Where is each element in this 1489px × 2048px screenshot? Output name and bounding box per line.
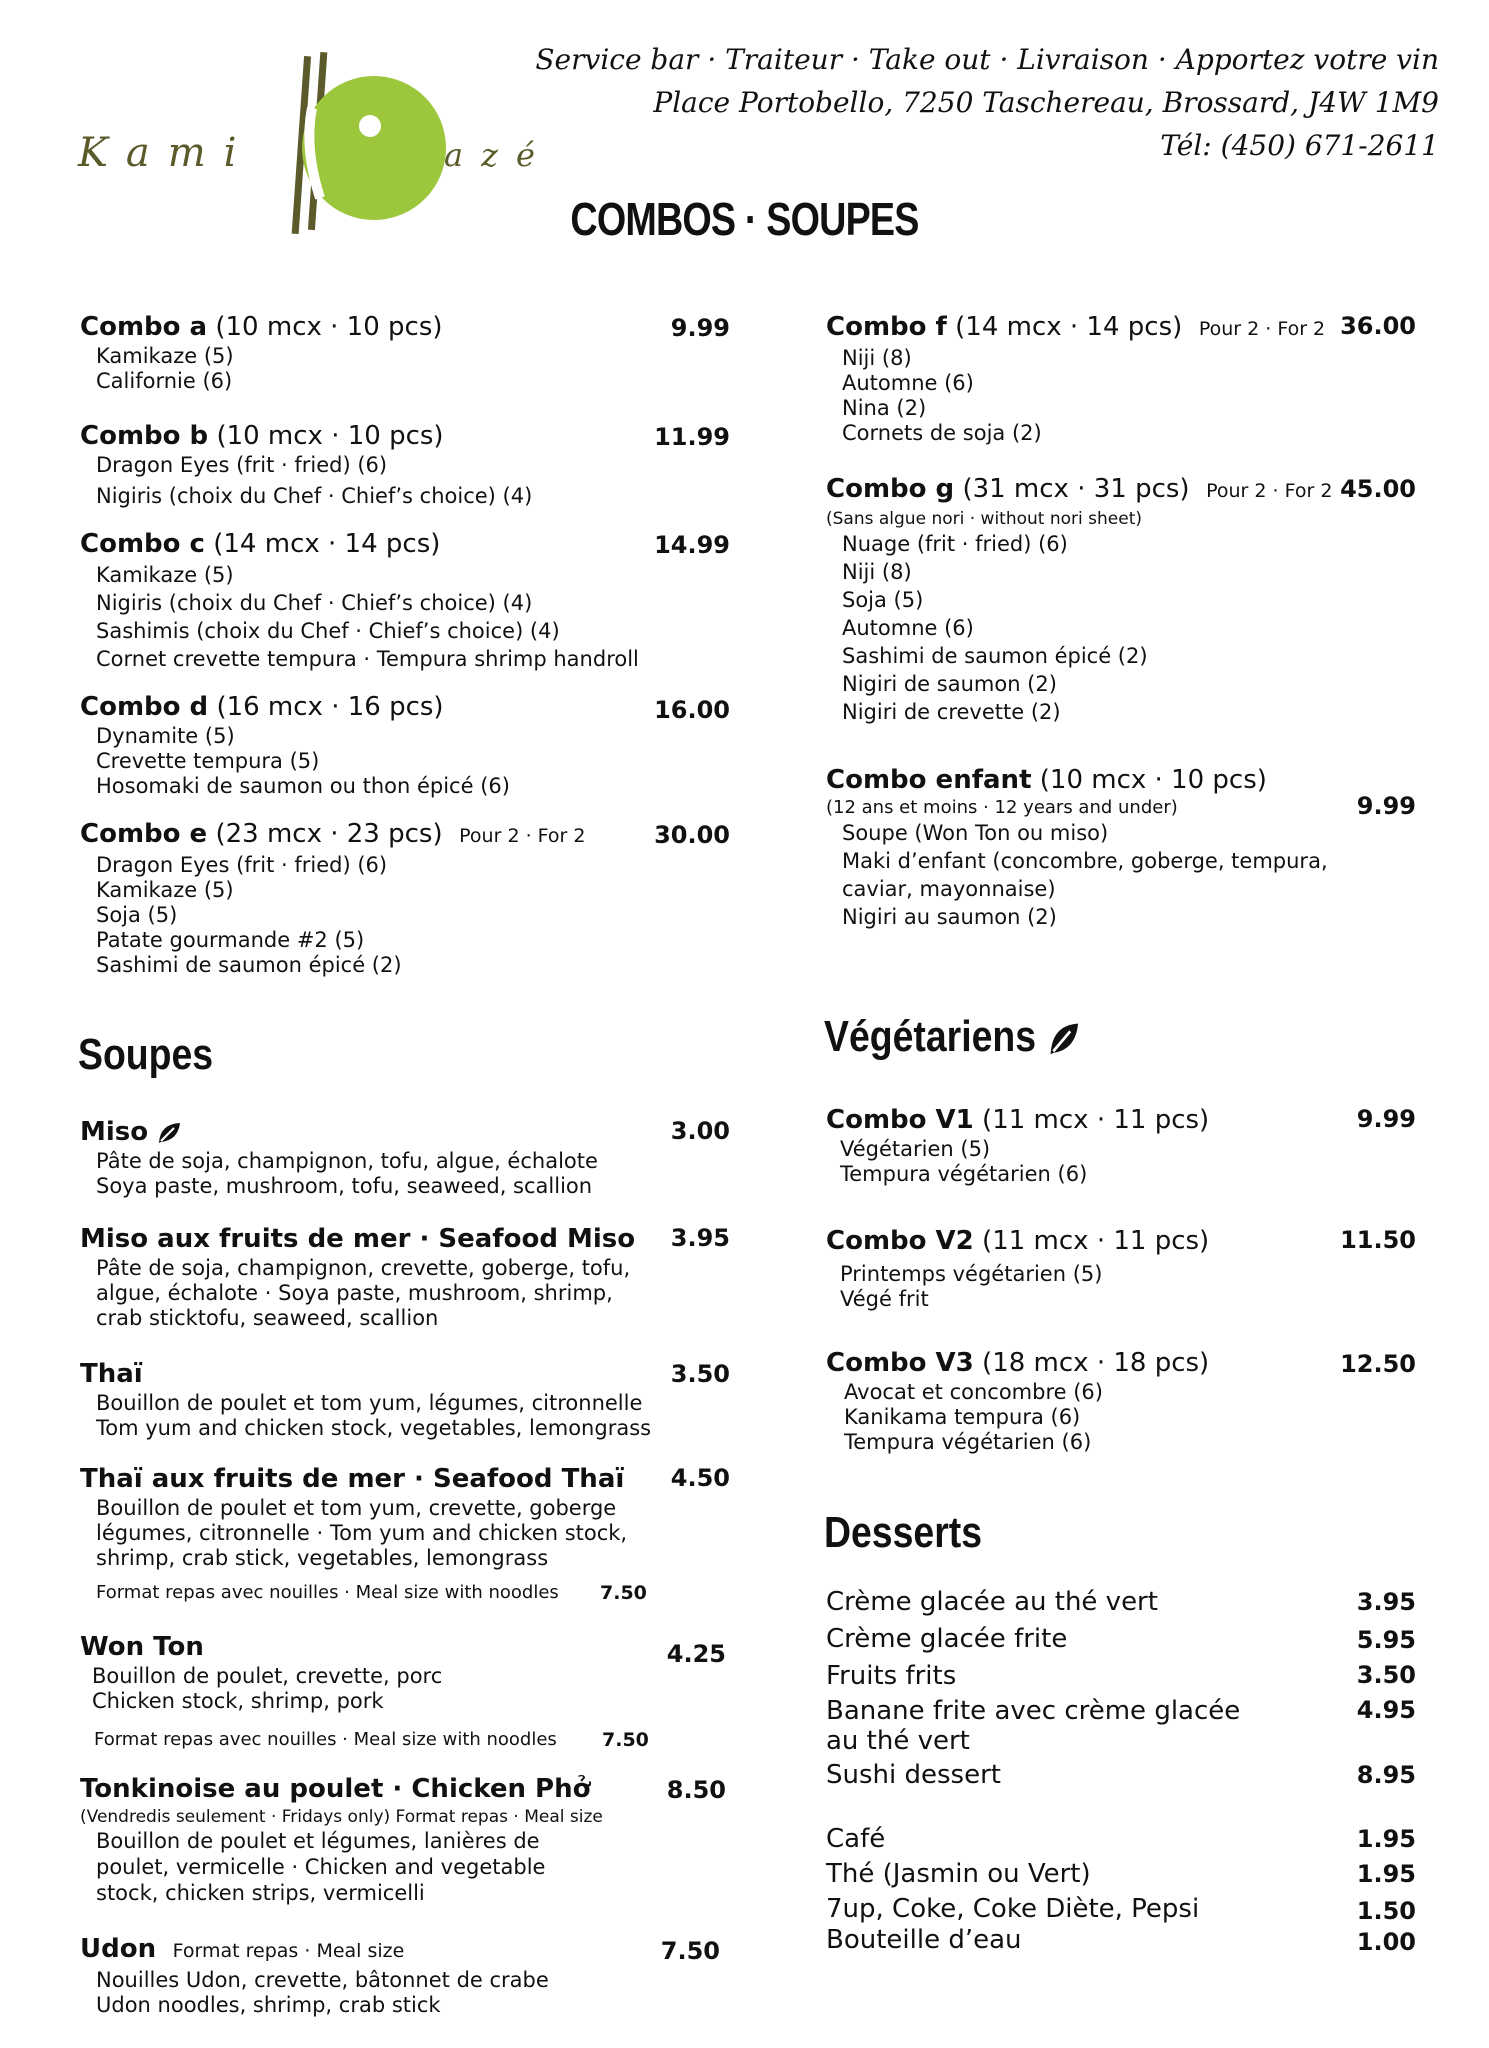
drink-item: Thé (Jasmin ou Vert) <box>826 1859 1091 1889</box>
combo-c-price: 14.99 <box>654 531 730 559</box>
drink-price: 1.95 <box>1356 1825 1416 1853</box>
combo-e: Combo e (23 mcx · 23 pcs) Pour 2 · For 2 Dragon Eyes (frit · fried) (6) Kamikaze (5) Soja (5) Patate gourmande #2 (5) Sashimi de saumon épicé (2) <box>80 819 586 977</box>
soup-udon: Udon Format repas · Meal size Nouilles Udon, crevette, bâtonnet de crabe Udon noodles, shrimp, crab stick <box>80 1934 549 2017</box>
soup-won-ton: Won Ton Bouillon de poulet, crevette, porc Chicken stock, shrimp, pork Format repas avec nouilles · Meal size with noodles <box>80 1632 557 1750</box>
combo-g: Combo g (31 mcx · 31 pcs) Pour 2 · For 2 (Sans algue nori · without nori sheet) Nuage (frit · fried) (6) Niji (8) Soja (5) Automne (6) Sashimi de saumon épicé (2) Nigiri de saumon (2) Nigiri de crevette (2) <box>826 474 1333 724</box>
desserts-title: Desserts <box>824 1508 983 1557</box>
dessert-item: Crème glacée frite <box>826 1624 1068 1654</box>
soup-udon-price: 7.50 <box>660 1937 720 1965</box>
soup-thai: Thaï Bouillon de poulet et tom yum, légumes, citronnelle Tom yum and chicken stock, vegetables, lemongrass <box>80 1359 652 1440</box>
combo-e-price: 30.00 <box>654 821 730 849</box>
combo-b-price: 11.99 <box>654 423 730 451</box>
soup-won-ton-meal-price: 7.50 <box>602 1729 649 1751</box>
svg-text:Kami: Kami <box>78 130 255 176</box>
drink-item: Café <box>826 1824 886 1854</box>
combo-v1: Combo V1 (11 mcx · 11 pcs) Végétarien (5) Tempura végétarien (6) <box>826 1105 1210 1186</box>
combo-enfant: Combo enfant (10 mcx · 10 pcs) (12 ans et moins · 12 years and under) Soupe (Won Ton ou miso) Maki d’enfant (concombre, goberge, tempura, caviar, mayonnaise) Nigiri au saumon (2) <box>826 765 1328 929</box>
combo-v2: Combo V2 (11 mcx · 11 pcs) Printemps végétarien (5) Végé frit <box>826 1226 1210 1311</box>
logo-text: Kamikazé <box>74 48 79 49</box>
dessert-item: Fruits frits <box>826 1661 957 1691</box>
combo-enfant-price: 9.99 <box>1356 792 1416 820</box>
drink-price: 1.00 <box>1356 1928 1416 1956</box>
soup-miso-seafood: Miso aux fruits de mer · Seafood Miso Pâte de soja, champignon, crevette, goberge, tofu, algue, échalote · Soya paste, mushroom, shrimp, crab sticktofu, seaweed, scallion <box>80 1224 636 1330</box>
combo-f-price: 36.00 <box>1340 312 1416 340</box>
drink-item: 7up, Coke, Coke Diète, Pepsi <box>826 1894 1200 1924</box>
combo-g-price: 45.00 <box>1340 475 1416 503</box>
soup-won-ton-price: 4.25 <box>666 1640 726 1668</box>
address-line: Place Portobello, 7250 Taschereau, Brossard, J4W 1M9 <box>653 86 1439 119</box>
combo-d-price: 16.00 <box>654 696 730 724</box>
soup-miso: Miso Pâte de soja, champignon, tofu, algue, échalote Soya paste, mushroom, tofu, seaweed, scallion <box>80 1117 598 1198</box>
combo-v3-price: 12.50 <box>1340 1350 1416 1378</box>
svg-text:azé: azé <box>444 136 553 174</box>
combo-a: Combo a (10 mcx · 10 pcs) Kamikaze (5) Californie (6) <box>80 312 443 393</box>
drink-price: 1.50 <box>1356 1897 1416 1925</box>
combo-f: Combo f (14 mcx · 14 pcs) Pour 2 · For 2 Niji (8) Automne (6) Nina (2) Cornets de soja (2) <box>826 312 1326 445</box>
drink-item: Bouteille d’eau <box>826 1925 1022 1955</box>
soupes-title: Soupes <box>78 1030 214 1079</box>
vegetarian-leaf-icon <box>1046 1019 1080 1059</box>
soup-tonkinoise: Tonkinoise au poulet · Chicken Phở (Vendredis seulement · Fridays only) Format repas · Meal size Bouillon de poulet et légumes, lanières de poulet, vermicelle · Chicken and vegetable stock, chicken strips, vermicelli <box>80 1774 603 1905</box>
dessert-price: 4.95 <box>1356 1696 1416 1724</box>
soup-thai-price: 3.50 <box>670 1360 730 1388</box>
soup-tonkinoise-price: 8.50 <box>666 1776 726 1804</box>
soup-miso-price: 3.00 <box>670 1117 730 1145</box>
dessert-item: Banane frite avec crème glacée au thé vert <box>826 1696 1241 1756</box>
phone-line: Tél: (450) 671-2611 <box>1160 129 1439 162</box>
header-info <box>535 38 1439 167</box>
combo-v3: Combo V3 (18 mcx · 18 pcs) Avocat et concombre (6) Kanikama tempura (6) Tempura végétarien (6) <box>826 1348 1210 1454</box>
dessert-price: 3.95 <box>1356 1588 1416 1616</box>
dessert-item: Sushi dessert <box>826 1760 1001 1790</box>
vegetariens-title: Végétariens <box>824 1012 1080 1062</box>
soup-miso-seafood-price: 3.95 <box>670 1224 730 1252</box>
combo-v1-price: 9.99 <box>1356 1105 1416 1133</box>
services-line: Service bar · Traiteur · Take out · Livraison · Apportez votre vin <box>535 43 1439 76</box>
combo-c: Combo c (14 mcx · 14 pcs) Kamikaze (5) Nigiris (choix du Chef · Chief’s choice) (4) Sashimis (choix du Chef · Chief’s choice) (4) Cornet crevette tempura · Tempura shrimp handroll <box>80 529 639 671</box>
vegetarian-leaf-icon <box>156 1120 182 1146</box>
combo-a-price: 9.99 <box>670 314 730 342</box>
dessert-price: 8.95 <box>1356 1761 1416 1789</box>
combo-v2-price: 11.50 <box>1340 1226 1416 1254</box>
soup-thai-seafood-meal-price: 7.50 <box>600 1582 647 1604</box>
dessert-price: 5.95 <box>1356 1626 1416 1654</box>
combo-b: Combo b (10 mcx · 10 pcs) Dragon Eyes (frit · fried) (6) Nigiris (choix du Chef · Chief’s choice) (4) <box>80 421 533 508</box>
combo-d: Combo d (16 mcx · 16 pcs) Dynamite (5) Crevette tempura (5) Hosomaki de saumon ou thon épicé (6) <box>80 692 510 798</box>
dessert-price: 3.50 <box>1356 1661 1416 1689</box>
dessert-item: Crème glacée au thé vert <box>826 1587 1158 1617</box>
page-title: COMBOS · SOUPES <box>570 193 919 245</box>
soup-thai-seafood-price: 4.50 <box>670 1464 730 1492</box>
soup-thai-seafood: Thaï aux fruits de mer · Seafood Thaï Bouillon de poulet et tom yum, crevette, goberge légumes, citronnelle · Tom yum and chicken stock, shrimp, crab stick, vegetables, lemongrass Format repas avec nouilles · Meal size with noodles <box>80 1464 628 1603</box>
drink-price: 1.95 <box>1356 1860 1416 1888</box>
